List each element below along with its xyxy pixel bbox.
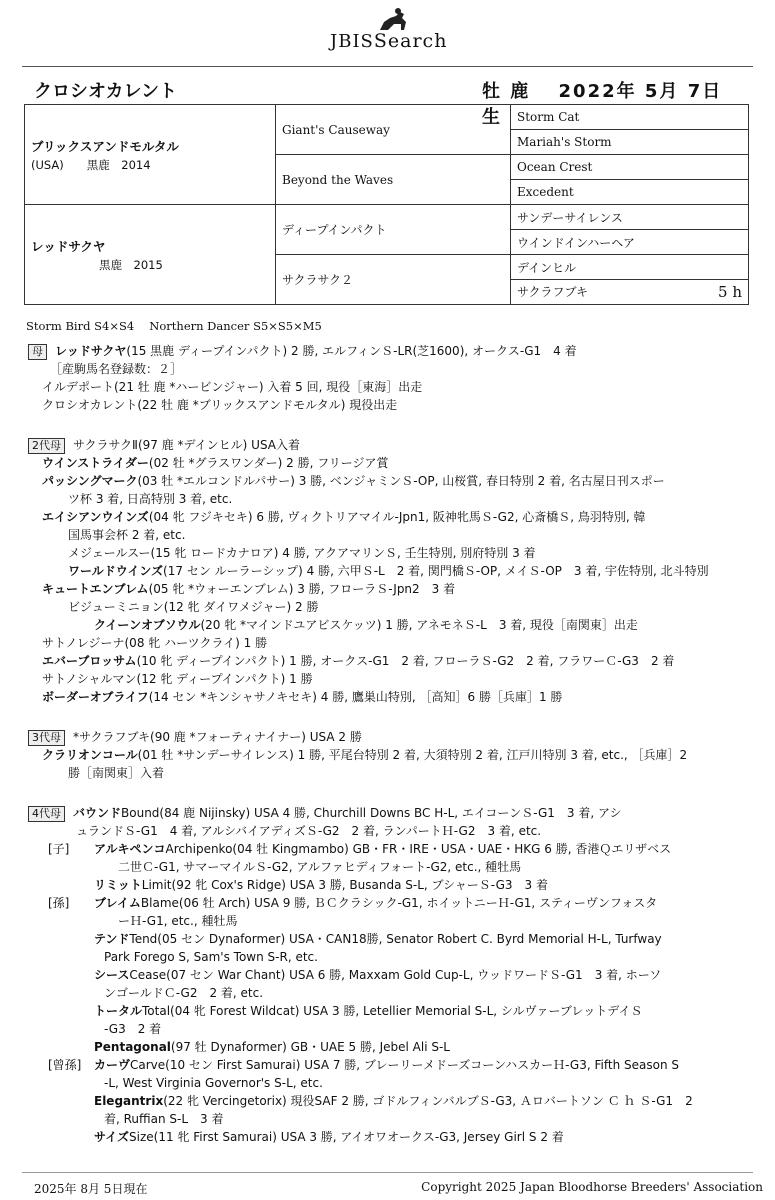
pedigree-sire-dam[interactable]: Beyond the Waves: [276, 155, 511, 205]
family-line: [94, 1128, 564, 1146]
five-h-label: 5 h: [718, 283, 742, 301]
line-text: (22 牝 Vercingetorix) 現役SAF 2 勝, ゴドルフィンバルブＳ-G3, Ａロバートソン Ｃ ｈ Ｓ-G1 2: [163, 1094, 693, 1108]
line-text: Total(04 牝 Forest Wildcat) USA 3 勝, Letellier Memorial S-L, シルヴァーブレットデイＳ: [142, 1004, 643, 1018]
line-text: *サクラフブキ(90 鹿 *フォーティナイナー) USA 2 勝: [73, 730, 362, 744]
line-text: サクラサクⅡ(97 鹿 *デインヒル) USA入着: [73, 438, 301, 452]
line-text: Archipenko(04 牡 Kingmambo) GB・FR・IRE・USA・UAE・HKG 6 勝, 香港Ｑエリザベス: [165, 842, 672, 856]
line-text: (15 黒鹿 ディープインパクト) 2 勝, エルフィンＳ-LR(芝1600), オークス-G1 4 着: [126, 344, 577, 358]
line-text: Blame(06 牡 Arch) USA 9 勝, ＢＣクラシック-G1, ホイットニーＨ-G1, スティーヴンフォスタ: [140, 896, 658, 910]
family-line: [68, 598, 318, 616]
pedigree-g3[interactable]: Excedent: [511, 180, 749, 205]
pedigree-dam-sire[interactable]: ディープインパクト: [276, 205, 511, 255]
family-line: [104, 948, 318, 966]
sire-name[interactable]: ブリックスアンドモルタル: [31, 138, 179, 154]
family-line: [94, 616, 638, 634]
family-line: [94, 1038, 450, 1056]
footer-divider: [22, 1172, 753, 1173]
line-text: (04 牝 フジキセキ) 6 勝, ヴィクトリアマイル-Jpn1, 阪神牝馬Ｓ-G2, 心斎橋Ｓ, 鳥羽特別, 韓: [148, 510, 646, 524]
family-line: [68, 544, 536, 562]
line-text: (10 牝 ディープインパクト) 1 勝, オークス-G1 2 着, フローラＳ-G2 2 着, フラワーＣ-G3 2 着: [136, 654, 675, 668]
generation-tag: 2代母: [28, 438, 65, 454]
line-text: Carve(10 セン First Samurai) USA 7 勝, ブレーリーメドーズコーンハスカーＨ-G3, Fifth Season S: [130, 1058, 679, 1072]
pedigree-g3[interactable]: Storm Cat: [511, 105, 749, 130]
horse-link[interactable]: レッドサクヤ: [55, 344, 127, 358]
line-text: (03 牡 *エルコンドルパサー) 3 勝, ベンジャミンＳ-OP, 山桜賞, 春日特別 2 着, 名古屋日刊スポー: [137, 474, 665, 488]
family-line: [42, 378, 422, 396]
family-line: [94, 930, 662, 948]
line-text: ツ杯 3 着, 日高特別 3 着, etc.: [68, 492, 233, 506]
family-line: [68, 490, 232, 508]
family-line: [42, 746, 687, 764]
horse-link[interactable]: ワールドウインズ: [68, 564, 164, 578]
family-line: [94, 1092, 693, 1110]
family-line: [104, 1020, 161, 1038]
line-text: ［産駒馬名登録数：２］: [50, 362, 183, 376]
line-text: 二世Ｃ-G1, サマーマイルＳ-G2, アルファヒディフォート-G2, etc., 種牡馬: [118, 860, 522, 874]
horse-link[interactable]: ウインストライダー: [42, 456, 149, 470]
family-line: [118, 858, 521, 876]
line-text: (02 牡 *グラスワンダー) 2 勝, フリージア賞: [148, 456, 389, 470]
horse-link[interactable]: ブレイム: [94, 896, 141, 910]
pedigree-dam-dam[interactable]: サクラサク２: [276, 255, 511, 305]
family-line: [68, 562, 709, 580]
line-text: サトノシャルマン(12 牝 ディープインパクト) 1 勝: [42, 672, 313, 686]
family-line: [118, 912, 237, 930]
family-line: [42, 472, 665, 490]
pedigree-sire-sire[interactable]: Giant's Causeway: [276, 105, 511, 155]
horse-link[interactable]: クイーンオブソウル: [94, 618, 201, 632]
family-line: [42, 634, 267, 652]
line-text: Bound(84 鹿 Nijinsky) USA 4 勝, Churchill Downs BC H-L, エイコーンＳ-G1 3 着, アシ: [121, 806, 622, 820]
horse-link[interactable]: トータル: [94, 1004, 143, 1018]
generation-tag: 3代母: [28, 730, 65, 746]
family-line: [94, 1002, 642, 1020]
horse-link[interactable]: サイズ: [94, 1130, 130, 1144]
generation-tag: 母: [28, 344, 47, 360]
horse-link[interactable]: バウンド: [73, 806, 122, 820]
family-line: [28, 342, 577, 360]
line-text: (20 牝 *マインドユアビスケッツ) 1 勝, アネモネＳ-L 3 着, 現役［南関東］出走: [200, 618, 638, 632]
horse-link[interactable]: パッシングマーク: [42, 474, 138, 488]
horse-link[interactable]: キュートエンブレム: [42, 582, 149, 596]
relation-prefix: [子]: [48, 842, 70, 856]
family-line: [28, 804, 622, 822]
family-line: [50, 360, 182, 378]
family-line: [48, 894, 657, 912]
relation-prefix: [孫]: [48, 896, 70, 910]
horse-link[interactable]: エイシアンウインズ: [42, 510, 149, 524]
dam-info: 黒鹿 2015: [99, 257, 163, 272]
line-text: (01 牡 *サンデーサイレンス) 1 勝, 平尾台特別 2 着, 大須特別 2 着, 江戸川特別 3 着, etc., ［兵庫］2: [137, 748, 688, 762]
line-text: -L, West Virginia Governor's S-L, etc.: [104, 1076, 323, 1090]
line-text: イルデポート(21 牡 鹿 *ハービンジャー) 入着 5 回, 現役［東海］出走: [42, 380, 423, 394]
logo-text: JBIS: [330, 31, 374, 52]
line-text: ビジューミニョン(12 牝 ダイワメジャー) 2 勝: [68, 600, 319, 614]
logo-text-search: Search: [373, 30, 448, 52]
family-line: [42, 688, 562, 706]
family-line: [48, 840, 671, 858]
family-line: [68, 764, 164, 782]
family-record: [24, 0, 751, 1160]
family-line: [42, 396, 397, 414]
pedigree-g3[interactable]: サンデーサイレンス: [511, 205, 749, 230]
line-text: (97 牡 Dynaformer) GB・UAE 5 勝, Jebel Ali S-L: [170, 1040, 450, 1054]
footer-date: 2025年 8月 5日現在: [34, 1182, 148, 1196]
horse-name: クロシオカレント: [34, 81, 178, 102]
line-text: (05 牝 *ウォーエンブレム) 3 勝, フローラＳ-Jpn2 3 着: [148, 582, 456, 596]
line-text: 着, Ruffian S-L 3 着: [104, 1112, 224, 1126]
family-line: [48, 1056, 679, 1074]
horse-link[interactable]: エバーブロッサム: [42, 654, 137, 668]
line-text: Limit(92 牝 Cox's Ridge) USA 3 勝, Busanda S-L, ブシャーＳ-G3 3 着: [141, 878, 548, 892]
line-text: ュランドＳ-G1 4 着, アルシバイアディズＳ-G2 2 着, ランパートＨ-G2 3 着, etc.: [76, 824, 542, 838]
horse-attributes: 牡 鹿 2022年 5月 7日生: [482, 81, 723, 128]
sire-info: (USA) 黒鹿 2014: [31, 157, 151, 172]
horse-link[interactable]: リミット: [94, 878, 142, 892]
family-line: [28, 728, 362, 746]
pedigree-g3[interactable]: Ocean Crest: [511, 155, 749, 180]
horse-link[interactable]: ボーダーオブライフ: [42, 690, 149, 704]
horse-link[interactable]: カーヴ: [94, 1058, 131, 1072]
family-line: [104, 984, 263, 1002]
pedigree-g3[interactable]: サクラフブキ: [517, 285, 589, 299]
line-text: 勝［南関東］入着: [68, 766, 165, 780]
line-text: ーＨ-G1, etc., 種牡馬: [118, 914, 238, 928]
line-text: Park Forego S, Sam's Town S-R, etc.: [104, 950, 318, 964]
family-line: [94, 876, 548, 894]
family-line: [104, 1110, 224, 1128]
family-line: [42, 652, 674, 670]
horse-link[interactable]: シース: [94, 968, 130, 982]
line-text: ンゴールドＣ-G2 2 着, etc.: [104, 986, 264, 1000]
inbreeding-info: Storm Bird S4×S4 Northern Dancer S5×S5×M5: [26, 319, 322, 333]
line-text: Size(11 牝 First Samurai) USA 3 勝, アイオワオークス-G3, Jersey Girl S 2 着: [129, 1130, 564, 1144]
line-text: 国馬事会杯 2 着, etc.: [68, 528, 186, 542]
line-text: (14 セン *キンシャサノキセキ) 4 勝, 鷹巣山特別, ［高知］6 勝［兵庫］1 勝: [148, 690, 563, 704]
line-text: Tend(05 セン Dynaformer) USA・CAN18勝, Senator Robert C. Byrd Memorial H-L, Turfway: [129, 932, 662, 946]
relation-prefix: [曾孫]: [48, 1058, 82, 1072]
family-line: [68, 526, 185, 544]
pedigree-g3[interactable]: Mariah's Storm: [511, 130, 749, 155]
line-text: Cease(07 セン War Chant) USA 6 勝, Maxxam Gold Cup-L, ウッドワードＳ-G1 3 着, ホーソ: [129, 968, 662, 982]
family-line: [42, 508, 645, 526]
horse-link[interactable]: クラリオンコール: [42, 748, 138, 762]
line-text: サトノレジーナ(08 牝 ハーツクライ) 1 勝: [42, 636, 268, 650]
family-line: [104, 1074, 323, 1092]
family-line: [76, 822, 541, 840]
line-text: クロシオカレント(22 牡 鹿 *ブリックスアンドモルタル) 現役出走: [42, 398, 398, 412]
dam-name[interactable]: レッドサクヤ: [31, 238, 106, 254]
family-line: [42, 670, 313, 688]
line-text: -G3 2 着: [104, 1022, 162, 1036]
family-line: [94, 966, 661, 984]
pedigree-g3[interactable]: ウインドインハーヘア: [511, 230, 749, 255]
horse-link[interactable]: アルキペンコ: [94, 842, 166, 856]
line-text: (17 セン ルーラーシップ) 4 勝, 六甲Ｓ-L 2 着, 関門橋Ｓ-OP, メイＳ-OP 3 着, 宇佐特別, 北斗特別: [163, 564, 709, 578]
horse-link[interactable]: Pentagonal: [94, 1040, 171, 1054]
family-line: [28, 436, 300, 454]
horse-link[interactable]: テンド: [94, 932, 130, 946]
horse-link[interactable]: Elegantrix: [94, 1094, 164, 1108]
family-line: [42, 580, 455, 598]
pedigree-g3[interactable]: デインヒル: [511, 255, 749, 280]
family-line: [42, 454, 389, 472]
line-text: メジェールスー(15 牝 ロードカナロア) 4 勝, アクアマリンＳ, 壬生特別, 別府特別 3 着: [68, 546, 536, 560]
generation-tag: 4代母: [28, 806, 65, 822]
footer-copyright: Copyright 2025 Japan Bloodhorse Breeders' Association: [421, 1180, 763, 1194]
